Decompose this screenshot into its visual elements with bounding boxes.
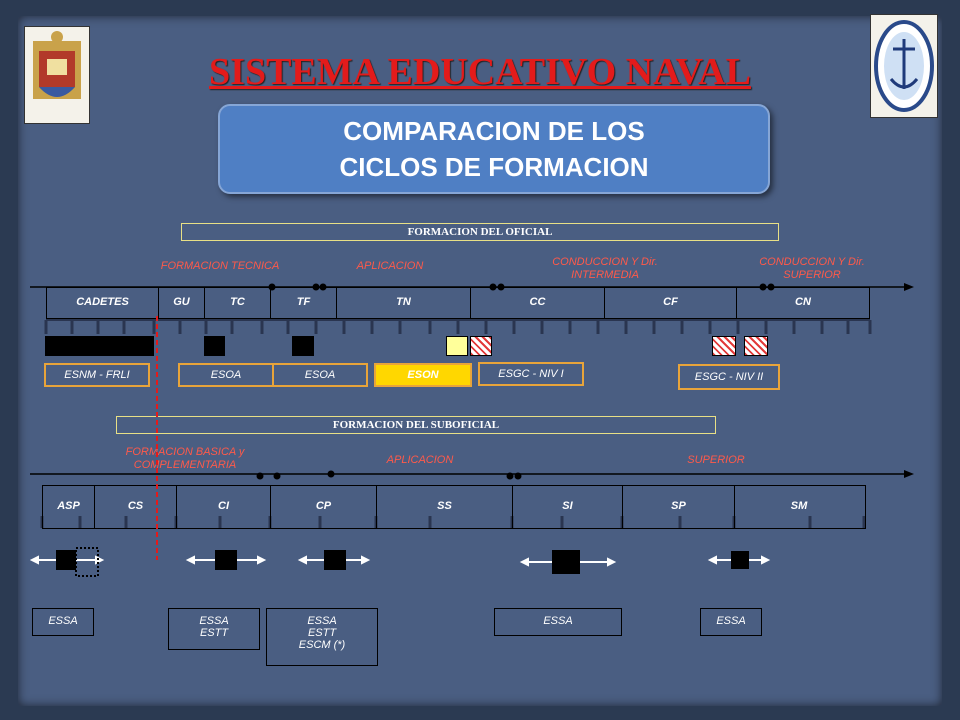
phase-complementaria-label: COMPLEMENTARIA — [133, 459, 237, 471]
phase-aplicacion: APLICACION — [356, 260, 424, 272]
rank-si: SI — [513, 486, 623, 528]
rank-tc: TC — [205, 288, 271, 318]
school-esgc-niv-1: ESGC - NIV I — [478, 362, 584, 386]
school-escm-line1: ESSA — [307, 615, 337, 627]
course-block-eson — [446, 336, 468, 356]
oficial-rank-row — [46, 287, 870, 319]
rank-asp: ASP — [43, 486, 95, 528]
course-block-sp — [731, 551, 749, 569]
rank-cn: CN — [795, 296, 811, 308]
rank-ss: SS — [377, 486, 513, 528]
phase-conduccion-label: CONDUCCION Y Dir. — [552, 256, 658, 268]
rank-cadetes: CADETES — [47, 288, 159, 318]
school-essa-sp-line1: ESSA — [716, 615, 746, 627]
school-essa-1 — [32, 608, 94, 636]
school-esnm-frli: ESNM - FRLI — [44, 363, 150, 387]
page-title: SISTEMA EDUCATIVO NAVAL — [209, 51, 751, 93]
subtitle-line-2: CICLOS DE FORMACION — [339, 152, 649, 182]
course-block-cp — [324, 550, 346, 570]
course-block-esgc-2b — [744, 336, 768, 356]
phase-conduccion-label-2: CONDUCCION Y Dir. — [759, 256, 865, 268]
school-essa-ss-line1: ESSA — [543, 615, 573, 627]
suboficial-course-markers — [30, 545, 790, 579]
school-essa-ss — [494, 608, 622, 636]
course-block-ss-si — [552, 550, 580, 574]
rank-ci: CI — [177, 486, 271, 528]
course-block-esgc-2a — [712, 336, 736, 356]
school-eson: ESON — [374, 363, 472, 387]
oficial-band: FORMACION DEL OFICIAL — [181, 223, 779, 241]
course-block-ci — [215, 550, 237, 570]
rank-tf: TF — [271, 288, 337, 318]
phase-aplicacion-sub: APLICACION — [386, 454, 454, 466]
subtitle-box — [218, 104, 770, 194]
rank-cc: CC — [471, 288, 605, 318]
school-essa-1-line1: ESSA — [48, 615, 78, 627]
course-block-asp — [56, 550, 76, 570]
school-essa-estt-escm — [266, 608, 378, 666]
suboficial-rank-row — [42, 485, 866, 529]
school-essa-estt-line1: ESSA — [199, 615, 229, 627]
rank-cs: CS — [95, 486, 177, 528]
school-escm-line3: ESCM (*) — [298, 639, 346, 651]
red-dashed-divider — [154, 316, 160, 560]
course-block-esoa-1 — [204, 336, 225, 356]
rank-cf: CF — [605, 288, 737, 318]
rank-sp: SP — [623, 486, 735, 528]
course-block-cadetes — [45, 336, 154, 356]
school-essa-estt — [168, 608, 260, 650]
phase-superior-sub: SUPERIOR — [687, 454, 745, 466]
rank-tn: TN — [337, 288, 471, 318]
school-essa-sp — [700, 608, 762, 636]
rank-sm: SM — [790, 500, 808, 512]
rank-gu: GU — [159, 288, 205, 318]
school-escm-line2: ESTT — [307, 627, 337, 639]
suboficial-band: FORMACION DEL SUBOFICIAL — [116, 416, 716, 434]
school-esoa-2: ESOA — [272, 363, 368, 387]
phase-superior-label: SUPERIOR — [783, 269, 841, 281]
course-block-asp-dotted — [76, 548, 98, 576]
phase-formacion-basica-label: FORMACION BASICA y — [125, 446, 245, 458]
rank-cp: CP — [271, 486, 377, 528]
school-esgc-niv-2: ESGC - NIV II — [678, 364, 780, 390]
subtitle-line-1: COMPARACION DE LOS — [343, 116, 645, 146]
school-essa-estt-line2: ESTT — [199, 627, 229, 639]
course-block-esgc-1 — [470, 336, 492, 356]
school-esoa-1: ESOA — [178, 363, 274, 387]
phase-formacion-tecnica: FORMACION TECNICA — [160, 260, 280, 272]
course-block-esoa-2 — [292, 336, 314, 356]
phase-intermedia-label: INTERMEDIA — [571, 269, 639, 281]
